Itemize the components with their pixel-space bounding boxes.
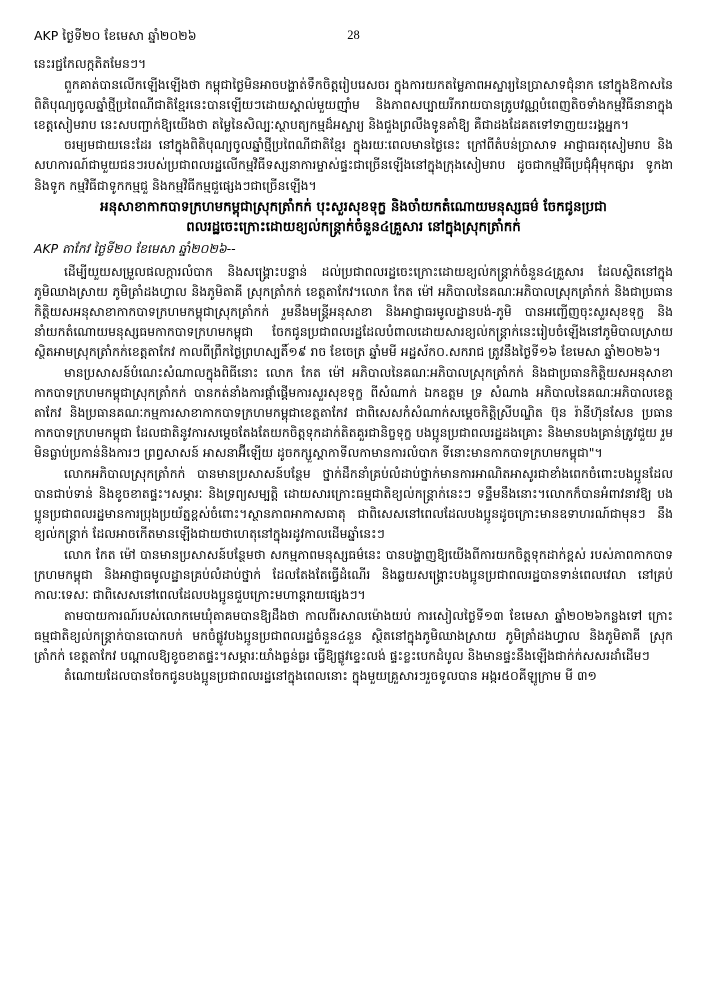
- lead-line: នេះរជ្ជកែលក្កតិតមែនៗ។: [34, 56, 147, 71]
- paragraph: ចរម្យមជាយនេះដែរ នៅក្នុងពិតិបុណ្យចូលឆ្នាំថ្មីប្រពៃណីជាតិខ្មែរ ក្នុងរយៈពេលមានថ្ងៃនេះ ក្រៅពីតំបន់ប្រាសាទ អាជ្ញាធរតុសៀមរាប និងសហការណ៍ជាមួយជនៗរបស់ប្រជាពលរដ្ឋលើកម្មវិធីទស្សនាការម្ចាស់ផ្ទះជាច្រើនឡើងនៅក្នុងក្រុងសៀមរាប ដូចជាកម្មវិធីប្រជុំអ៊ុំមុកផ្សារ ទូកងា និងទូក កម្មវិធីជាទូកកម្មជួ និងកម្មវិធីកម្មជួផ្សេងៗជាច្រើនឡើង។: [34, 137, 673, 193]
- page-number: 28: [347, 28, 360, 42]
- page-header: [34, 28, 673, 44]
- article-headline: [34, 198, 673, 238]
- paragraph: មានប្រសាសន៍បំណេះសំណាលក្នុងពិធីនោះ លោក កែត ម៉ៅ អភិបាលនៃគណៈអភិបាលស្រុកត្រាំកក់ និងជាប្រធានកិត្តិយសអនុសាខាកាកបាទក្រហមកម្ពុជាស្រុកត្រាំកក់ បានកត់នាំងការផ្តាំផ្តើមការសួរសុខទុក្ខ ពីសំណាក់ ឯកឧត្តម ទ្រ សំណាង អភិបាលនៃគណៈអភិបាលខេត្តតាកែវ និងប្រធានគណៈកម្មការសាខាកាកបាទក្រហមកម្ពុជាខេត្តតាកែវ ជាពិសេសកំសំណាក់សម្តេចកិត្តិស្រីបណ្ឌិត ប៊ុន រ៉ានីហ៊ុនសែន ប្រធានកាកបាទក្រហមកម្ពុជា ដែលជាតិនូវការសម្តេចតែងតែយកចិត្តទុកដាក់តិតគួរជានិច្ចទុក្ខ បងប្អូនប្រជាពលរដ្ឋដងគ្រោះ និងមានបងគ្រាន់ត្រូវជួយ រួមមិនធ្លាប់ប្រកាន់និងការៗ ព្រព្ធសាសន៍ អាសនាអ៊ីឡើយ ដូចកក្សួស្តាកាទីលកាមានការលំបាក ទីនោះមានកាកបាទក្រហមកម្ពុជា"។: [34, 364, 673, 461]
- paragraph: តំណោយដែលបានចែកជូនបងប្អូនប្រជាពលរដ្ឋនៅក្នុងពេលនោះ ក្នុងមួយគ្រួសារៗរួចទូលបាន អង្ករ៥០គីឡូក្រាម មី ៣១: [64, 668, 597, 684]
- dateline: AKP តាកែវ ថ្ងៃទី២០ ខែមេសា ឆ្នាំ២០២៦--: [34, 240, 236, 256]
- paragraph: ពួកគាត់បានលើកឡើងឡើងថា កម្ពុជាថ្ងៃមិនអាចបង្ហាត់ទឹកចិត្តរៀបរេសចរ ក្នុងការយកតម្លៃភាពអស្ចារ្យនៃប្រាសាទជុំនាក នៅក្នុងឱកាសនៃពិតិបុណ្យចូលឆ្នាំថ្មីប្រពៃណីជាតិខ្មែរនេះបានឡើយៗដោយស្គាល់មួយញ៉ាំម និងភាពសប្បាយរីករាយបានត្រូបវណ្ណបំពេញតិចទាំងកម្មវិធីនានាក្នុងខេត្តសៀមរាប នេះសបញ្ជាក់ឱ្យយើងថា តម្លៃនៃសិល្បៈស្ថាបត្យកម្មដ៏អស្ចារ្យ និងជួងព្រលឹងទូនគាំឱ្យ គឺជាដងដែគតទៅទាញយះរង្គអ្នក។: [34, 76, 673, 132]
- article-body: [34, 54, 673, 686]
- header-issue-line: AKP ថ្ងៃទី២០ ខែមេសា ឆ្នាំ២០២៦: [34, 28, 197, 43]
- headline-line-2: ពលរដ្ឋចេះក្រោះដោយខ្យល់កន្ត្រាក់ចំនួន៤គ្រួសារ នៅក្នុងស្រុកត្រាំកក់: [186, 219, 521, 235]
- paragraph: តាមបាយការណ៍របស់លោកមេឃុំតាគមបានឱ្យដឹងថា កាលពីរសាលម៉ោងយប់ ការសៀលថ្ងៃទី១៣ ខែមេសា ឆ្នាំ២០២៦កន្លងទៅ ក្រោះធម្មជាតិខ្យល់កន្ត្រាក់បានបោកបក់ មកចំផ្លូវបងប្អូនប្រជាពលរដ្ឋចំនួន៤នួន ស្ថិតនៅក្នុងភូមិឈាងស្រាយ ភូមិត្រាំដងហ្វាល និងភូមិតាគី ស្រុកត្រាំកក់ ខេត្តតាកែវ បណ្តាលឱ្យខូចខាតផ្ទះ។សម្ភារៈយាំងធ្ងន់ធ្ងរ ធ្វើឱ្យផ្លូវខ្ទេះលង់ ផ្ទះខ្លះបេកដំបូល និងមានផ្ទះនឹងឡើងជាក់ក់សសរដាំដើមៗ: [34, 607, 673, 663]
- headline-line-1: អនុសាខាកាកបាទក្រហមកម្ពុជាស្រុកត្រាំកក់ បុះសួរសុខទុក្ខ និងចាំយកតំណោយមនុស្សធម៌ ចែកជូនប្រជា: [100, 199, 607, 215]
- paragraph: លោកអភិបាលស្រុកត្រាំកក់ បានមានប្រសាសន៍បន្ថែម ថ្នាក់ដឹកនាំគ្រប់លំដាប់ថ្នាក់មានការអាណិតអាសូរជាខាំងពេកចំពោះបងប្អូនដែលបានជាប់ទាន់ និងខូចខាតផ្ទះ។សម្ភារៈ និងទ្រព្យសម្បត្តិ ដោយសារក្រោះធម្មជាតិខ្យល់កន្ត្រាក់នេះៗ ទន្ទឹមនឹងនោះ។លោកក៏បានអំពាវនាវឱ្យ បងប្អូនប្រជាពលរដ្ឋមានការប្រុងប្រយ័ត្នខ្ពស់ចំពោះ។ស្ថានភាពអាកាសធាតុ ជាពិសេសនៅពេលដែលបងប្អូនដូចក្រោះមានឧទាហរណ៍ជាមុនៗ នឹងខ្យល់កន្ត្រាក់ ដែលអាចកើតមានឡើងជាយថាហេតុនៅក្នុងរដូវកាលដើមឆ្នាំនេះៗ: [34, 465, 673, 542]
- paragraph: ដើម្បីយួយសម្រួលផលក្ការលំបាក និងសង្រ្គោះបន្ទាន់ ដល់ប្រជាពលរដ្ឋចេះក្រោះដោយខ្យល់កន្ត្រាក់ចំនួន៤គ្រួសារ ដែលស្ថិតនៅក្នុងភូមិឈាងស្រាយ ភូមិត្រាំដងហ្វាល និងភូមិតាគី ស្រុកត្រាំកក់ ខេត្តតាកែវ។លោក កែត ម៉ៅ អភិបាលនៃគណៈអភិបាលស្រុកត្រាំកក់ និងជាប្រធានកិត្តិយសអនុសាខាកាកបាទក្រហមកម្ពុជាស្រុកត្រាំកក់ រួមនឹងមន្រ្តីអនុសាខា និងអាជ្ញាធរមូលដ្ឋានបង់-ភូមិ បានអញ្ជើញចុះសួរសុខទុក្ខ និងនាំយកតំណោយមនុស្សធមកាកបាទក្រហមកម្ពុជា ចែកជូនប្រជាពលរដ្ឋដែលបំពាលដោយសារខ្យល់កន្ត្រាក់នេះរៀបចំឡើងនៅភូមិបាលស្រាយស្ថិតអាមស្រុកត្រាំកក់ខេត្តតាកែវ កាលពីព្រឹកថ្ងៃព្រហស្បតិ៍១៩ រាច ខែចេត្រ ឆ្នាំមមី អដ្ឋស័ក០.សករាជ ត្រូវនឹងថ្ងៃទី១៦ ខែមេសា ឆ្នាំ២០២៦។: [34, 263, 673, 360]
- paragraph: លោក កែត ម៉ៅ បានមានប្រសាសន៍បន្ថែមថា សកម្មភាពមនុស្សធម៌នេះ បានបង្ហាញឱ្យយើងពីការយកចិត្តទុកដាក់ខ្ពស់ របស់ភាពកាកបាទក្រហមកម្ពុជា និងអាជ្ញាធមូលដ្ឋានគ្រប់លំដាប់ថ្នាក់ ដែលតែងតែធ្វើដំណើរ និងឆ្លយសង្រ្គោះបងប្អូនប្រជាពលរដ្ឋបានទាន់ពេលវេលា នៅគ្រប់កាលៈទេសៈ ជាពិសេសនៅពេលដែលបងប្អូនជួបក្រោះមហាន្តរាយផ្សេងៗ។: [34, 546, 673, 602]
